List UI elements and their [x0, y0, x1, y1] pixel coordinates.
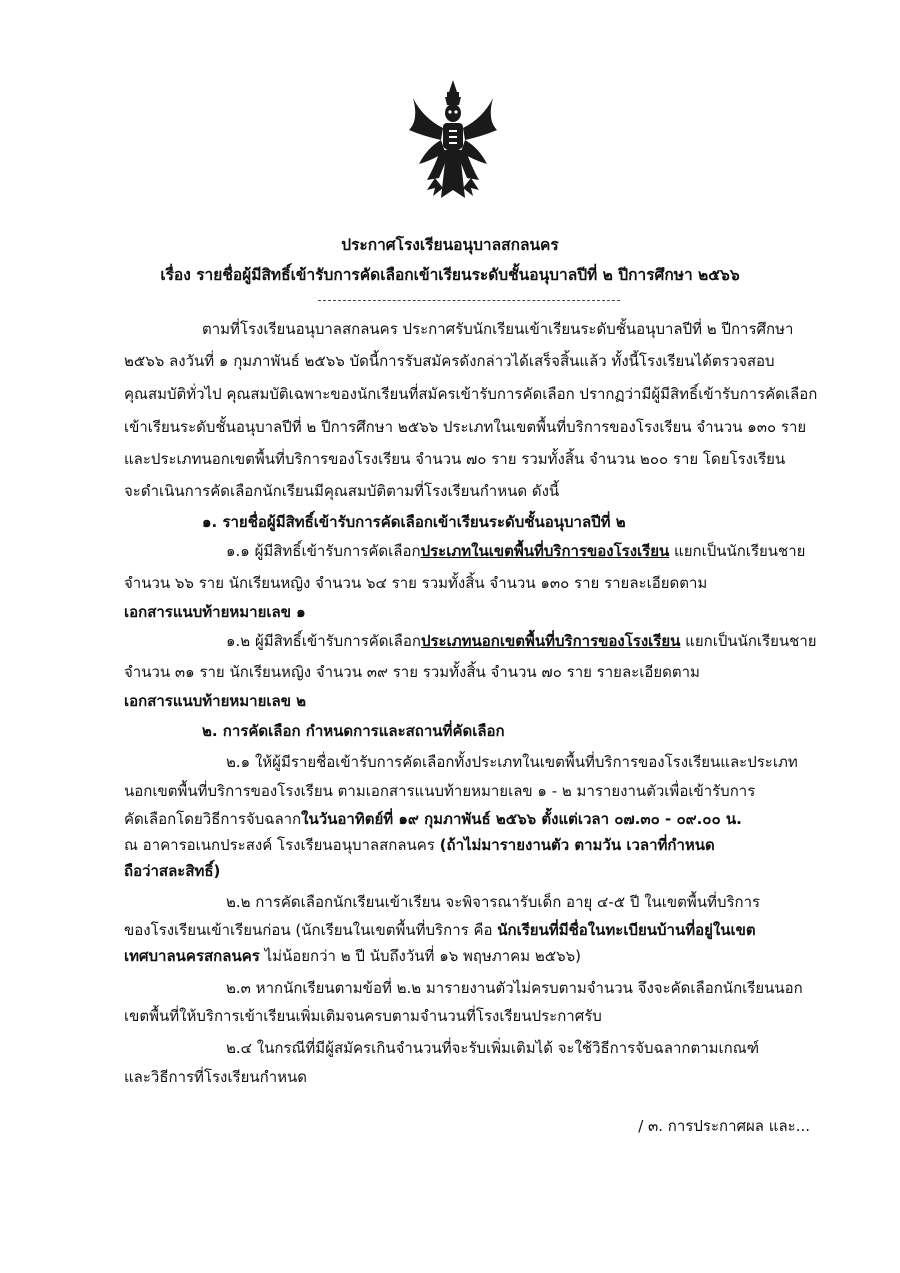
- item-2-3-line2: เขตพื้นที่ให้บริการเข้าเรียนเพิ่มเติมจนครบตามจำนวนที่โรงเรียนประกาศรับ: [124, 1007, 602, 1025]
- page-title: ประกาศโรงเรียนอนุบาลสกลนคร: [341, 236, 559, 254]
- item-2-2-line3: [124, 946, 581, 966]
- item-1-2-line1: [226, 631, 817, 651]
- item-2-1-line2: นอกเขตพื้นที่บริการของโรงเรียน ตามเอกสารแนบท้ายหมายเลข ๑ - ๒ มารายงานตัวเพื่อเข้ารับการ: [124, 782, 756, 800]
- item-1-2-category: ประเภทนอกเขตพื้นที่บริการของโรงเรียน: [420, 632, 681, 650]
- garuda-emblem-icon: [405, 78, 501, 202]
- item-1-2-attachment: เอกสารแนบท้ายหมายเลข ๒: [124, 692, 307, 710]
- item-2-1-line3: [124, 809, 742, 829]
- item-1-1-line1: [226, 541, 805, 561]
- item-2-1-line4: [124, 835, 715, 855]
- section1-heading: ๑. รายชื่อผู้มีสิทธิ์เข้ารับการคัดเลือกเข้าเรียนระดับชั้นอนุบาลปีที่ ๒: [202, 513, 626, 531]
- continuation-note: / ๓. การประกาศผล และ...: [638, 1117, 810, 1135]
- item-1-1-label: ๑.๑ ผู้มีสิทธิ์เข้ารับการคัดเลือก: [226, 542, 421, 560]
- item-1-2-label: ๑.๒ ผู้มีสิทธิ์เข้ารับการคัดเลือก: [226, 632, 421, 650]
- item-2-1-warning: (ถ้าไม่มารายงานตัว ตามวัน เวลาที่กำหนด: [439, 836, 715, 854]
- item-1-1-tail: แยกเป็นนักเรียนชาย: [669, 542, 806, 560]
- item-1-2-tail: แยกเป็นนักเรียนชาย: [680, 632, 817, 650]
- item-2-2-line1: ๒.๒ การคัดเลือกนักเรียนเข้าเรียน จะพิจารณารับเด็ก อายุ ๔-๕ ปี ในเขตพื้นที่บริการ: [226, 893, 761, 911]
- item-2-1-date-time: ในวันอาทิตย์ที่ ๑๙ กุมภาพันธ์ ๒๕๖๖ ตั้งแต่เวลา ๐๗.๓๐ - ๐๙.๐๐ น.: [301, 810, 742, 828]
- item-2-4-line2: และวิธีการที่โรงเรียนกำหนด: [124, 1068, 307, 1086]
- intro-line: ๒๕๖๖ ลงวันที่ ๑ กุมภาพันธ์ ๒๕๖๖ บัดนี้การรับสมัครดังกล่าวได้เสร็จสิ้นแล้ว ทั้งนี้โรงเรียนได้ตรวจสอบ: [124, 352, 775, 370]
- item-2-1-line5: ถือว่าสละสิทธิ์): [124, 862, 221, 880]
- header-divider: [318, 300, 620, 301]
- intro-line: ตามที่โรงเรียนอนุบาลสกลนคร ประกาศรับนักเรียนเข้าเรียนระดับชั้นอนุบาลปีที่ ๒ ปีการศึกษา: [202, 320, 794, 338]
- intro-line: และประเภทนอกเขตพื้นที่บริการของโรงเรียน จำนวน ๗๐ ราย รวมทั้งสิ้น จำนวน ๒๐๐ ราย โดยโรงเรียน: [124, 450, 786, 468]
- item-1-1-attachment: เอกสารแนบท้ายหมายเลข ๑: [124, 603, 306, 621]
- item-2-1-line1: ๒.๑ ให้ผู้มีรายชื่อเข้ารับการคัดเลือกทั้งประเภทในเขตพื้นที่บริการของโรงเรียนและประเภท: [226, 753, 798, 771]
- item-2-2-duration: ไม่น้อยกว่า ๒ ปี นับถึงวันที่ ๑๖ พฤษภาคม ๒๕๖๖): [259, 947, 582, 965]
- item-2-1-method: คัดเลือกโดยวิธีการจับฉลาก: [124, 810, 302, 828]
- subject-line: เรื่อง รายชื่อผู้มีสิทธิ์เข้ารับการคัดเลือกเข้าเรียนระดับชั้นอนุบาลปีที่ ๒ ปีการศึกษา ๒๕๖๖: [160, 266, 740, 284]
- item-2-2-definition: นักเรียนที่มีชื่อในทะเบียนบ้านที่อยู่ในเขต: [497, 921, 756, 939]
- item-2-2-line2: [124, 920, 756, 940]
- item-2-1-venue: ณ อาคารอเนกประสงค์ โรงเรียนอนุบาลสกลนคร: [124, 836, 440, 854]
- item-1-1-line2: จำนวน ๖๖ ราย นักเรียนหญิง จำนวน ๖๔ ราย รวมทั้งสิ้น จำนวน ๑๓๐ ราย รายละเอียดตาม: [124, 574, 708, 592]
- intro-line: เข้าเรียนระดับชั้นอนุบาลปีที่ ๒ ปีการศึกษา ๒๕๖๖ ประเภทในเขตพื้นที่บริการของโรงเรียน จำนวน ๑๓๐ ราย: [124, 418, 807, 436]
- item-2-2-text: ของโรงเรียนเข้าเรียนก่อน (นักเรียนในเขตพื้นที่บริการ คือ: [124, 921, 498, 939]
- item-2-3-line1: ๒.๓ หากนักเรียนตามข้อที่ ๒.๒ มารายงานตัวไม่ครบตามจำนวน จึงจะคัดเลือกนักเรียนนอก: [226, 979, 803, 997]
- item-1-1-category: ประเภทในเขตพื้นที่บริการของโรงเรียน: [420, 542, 670, 560]
- intro-line: คุณสมบัติทั่วไป คุณสมบัติเฉพาะของนักเรียนที่สมัครเข้ารับการคัดเลือก ปรากฏว่ามีผู้มีสิทธิ์เข้ารับการคัดเลือก: [124, 385, 818, 403]
- item-1-2-line2: จำนวน ๓๑ ราย นักเรียนหญิง จำนวน ๓๙ ราย รวมทั้งสิ้น จำนวน ๗๐ ราย รายละเอียดตาม: [124, 663, 700, 681]
- intro-line: จะดำเนินการคัดเลือกนักเรียนมีคุณสมบัติตามที่โรงเรียนกำหนด ดังนี้: [124, 482, 560, 500]
- item-2-2-municipality: เทศบาลนครสกลนคร: [124, 947, 260, 965]
- item-2-4-line1: ๒.๔ ในกรณีที่มีผู้สมัครเกินจำนวนที่จะรับเพิ่มเติมได้ จะใช้วิธีการจับฉลากตามเกณฑ์: [226, 1039, 760, 1057]
- section2-heading: ๒. การคัดเลือก กำหนดการและสถานที่คัดเลือก: [202, 722, 505, 740]
